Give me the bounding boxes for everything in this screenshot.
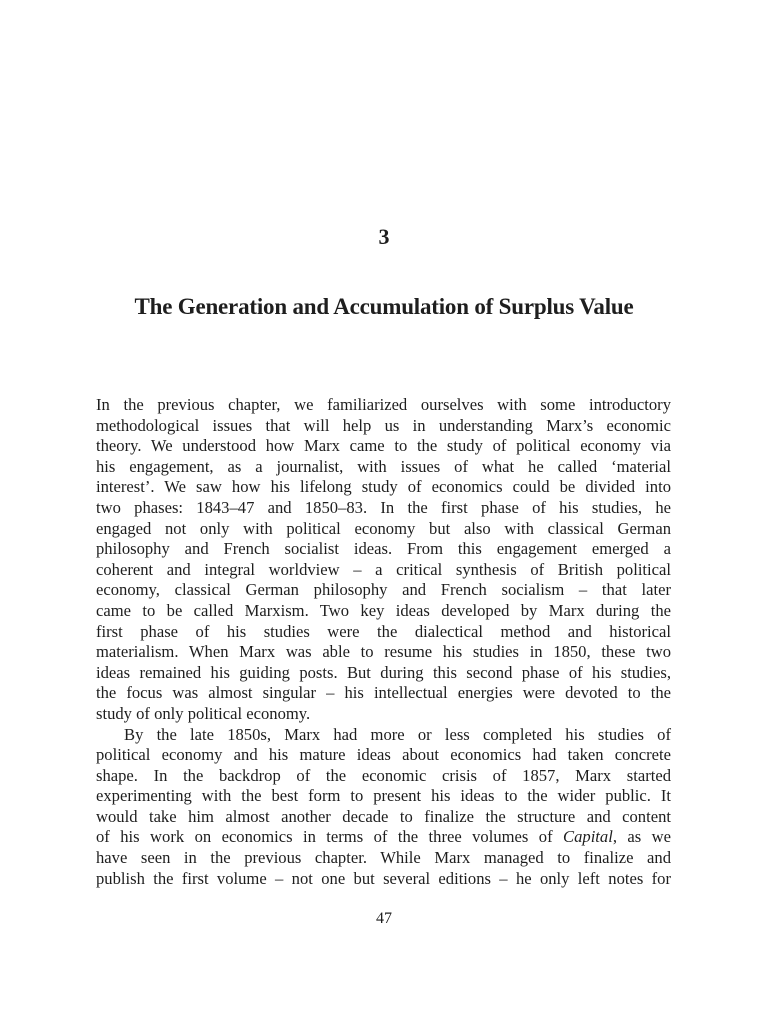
text-line: experimenting with the best form to present his ideas to the wider public. It bbox=[96, 786, 671, 806]
page-number: 47 bbox=[376, 910, 392, 927]
text-line: engaged not only with political economy but also with classical German bbox=[96, 518, 671, 538]
text-line: publish the first volume – not one but several editions – he only left notes for bbox=[96, 868, 671, 888]
text-line: his engagement, as a journalist, with issues of what he called ‘material bbox=[96, 456, 671, 476]
paragraph-1 bbox=[96, 395, 671, 725]
text-line: theory. We understood how Marx came to the study of political economy via bbox=[96, 436, 671, 456]
text-line-with-italic bbox=[96, 827, 671, 848]
book-title-capital: Capital bbox=[563, 827, 613, 847]
text-line: study of only political economy. bbox=[96, 703, 311, 723]
text-line: two phases: 1843–47 and 1850–83. In the first phase of his studies, he bbox=[96, 497, 671, 517]
chapter-title: The Generation and Accumulation of Surplus Value bbox=[134, 294, 634, 319]
paragraph-2 bbox=[96, 725, 671, 890]
text-line: philosophy and French socialist ideas. From this engagement emerged a bbox=[96, 539, 671, 559]
text-line: In the previous chapter, we familiarized ourselves with some introductory bbox=[96, 395, 671, 414]
text-line: interest’. We saw how his lifelong study of economics could be divided into bbox=[96, 477, 671, 497]
text-line: coherent and integral worldview – a critical synthesis of British political bbox=[96, 559, 671, 579]
text-segment: of his work on economics in terms of the three volumes of bbox=[96, 827, 564, 847]
text-line: methodological issues that will help us in understanding Marx’s economic bbox=[96, 415, 671, 435]
text-line: materialism. When Marx was able to resume his studies in 1850, these two bbox=[96, 642, 671, 662]
text-line: have seen in the previous chapter. While Marx managed to finalize and bbox=[96, 848, 671, 868]
text-line: first phase of his studies were the dialectical method and historical bbox=[96, 621, 671, 641]
body-text bbox=[96, 395, 671, 889]
text-line: the focus was almost singular – his intellectual energies were devoted to the bbox=[96, 683, 671, 703]
text-line: came to be called Marxism. Two key ideas developed by Marx during the bbox=[96, 600, 671, 620]
text-line: By the late 1850s, Marx had more or less completed his studies of bbox=[124, 724, 671, 744]
text-segment: , as we bbox=[612, 827, 671, 847]
text-line: ideas remained his guiding posts. But during this second phase of his studies, bbox=[96, 662, 671, 682]
text-line: shape. In the backdrop of the economic crisis of 1857, Marx started bbox=[96, 765, 671, 785]
text-line: economy, classical German philosophy and French socialism – that later bbox=[96, 580, 671, 600]
text-line: would take him almost another decade to finalize the structure and content bbox=[96, 806, 671, 826]
chapter-number: 3 bbox=[378, 224, 390, 249]
text-line: political economy and his mature ideas about economics had taken concrete bbox=[96, 745, 671, 765]
